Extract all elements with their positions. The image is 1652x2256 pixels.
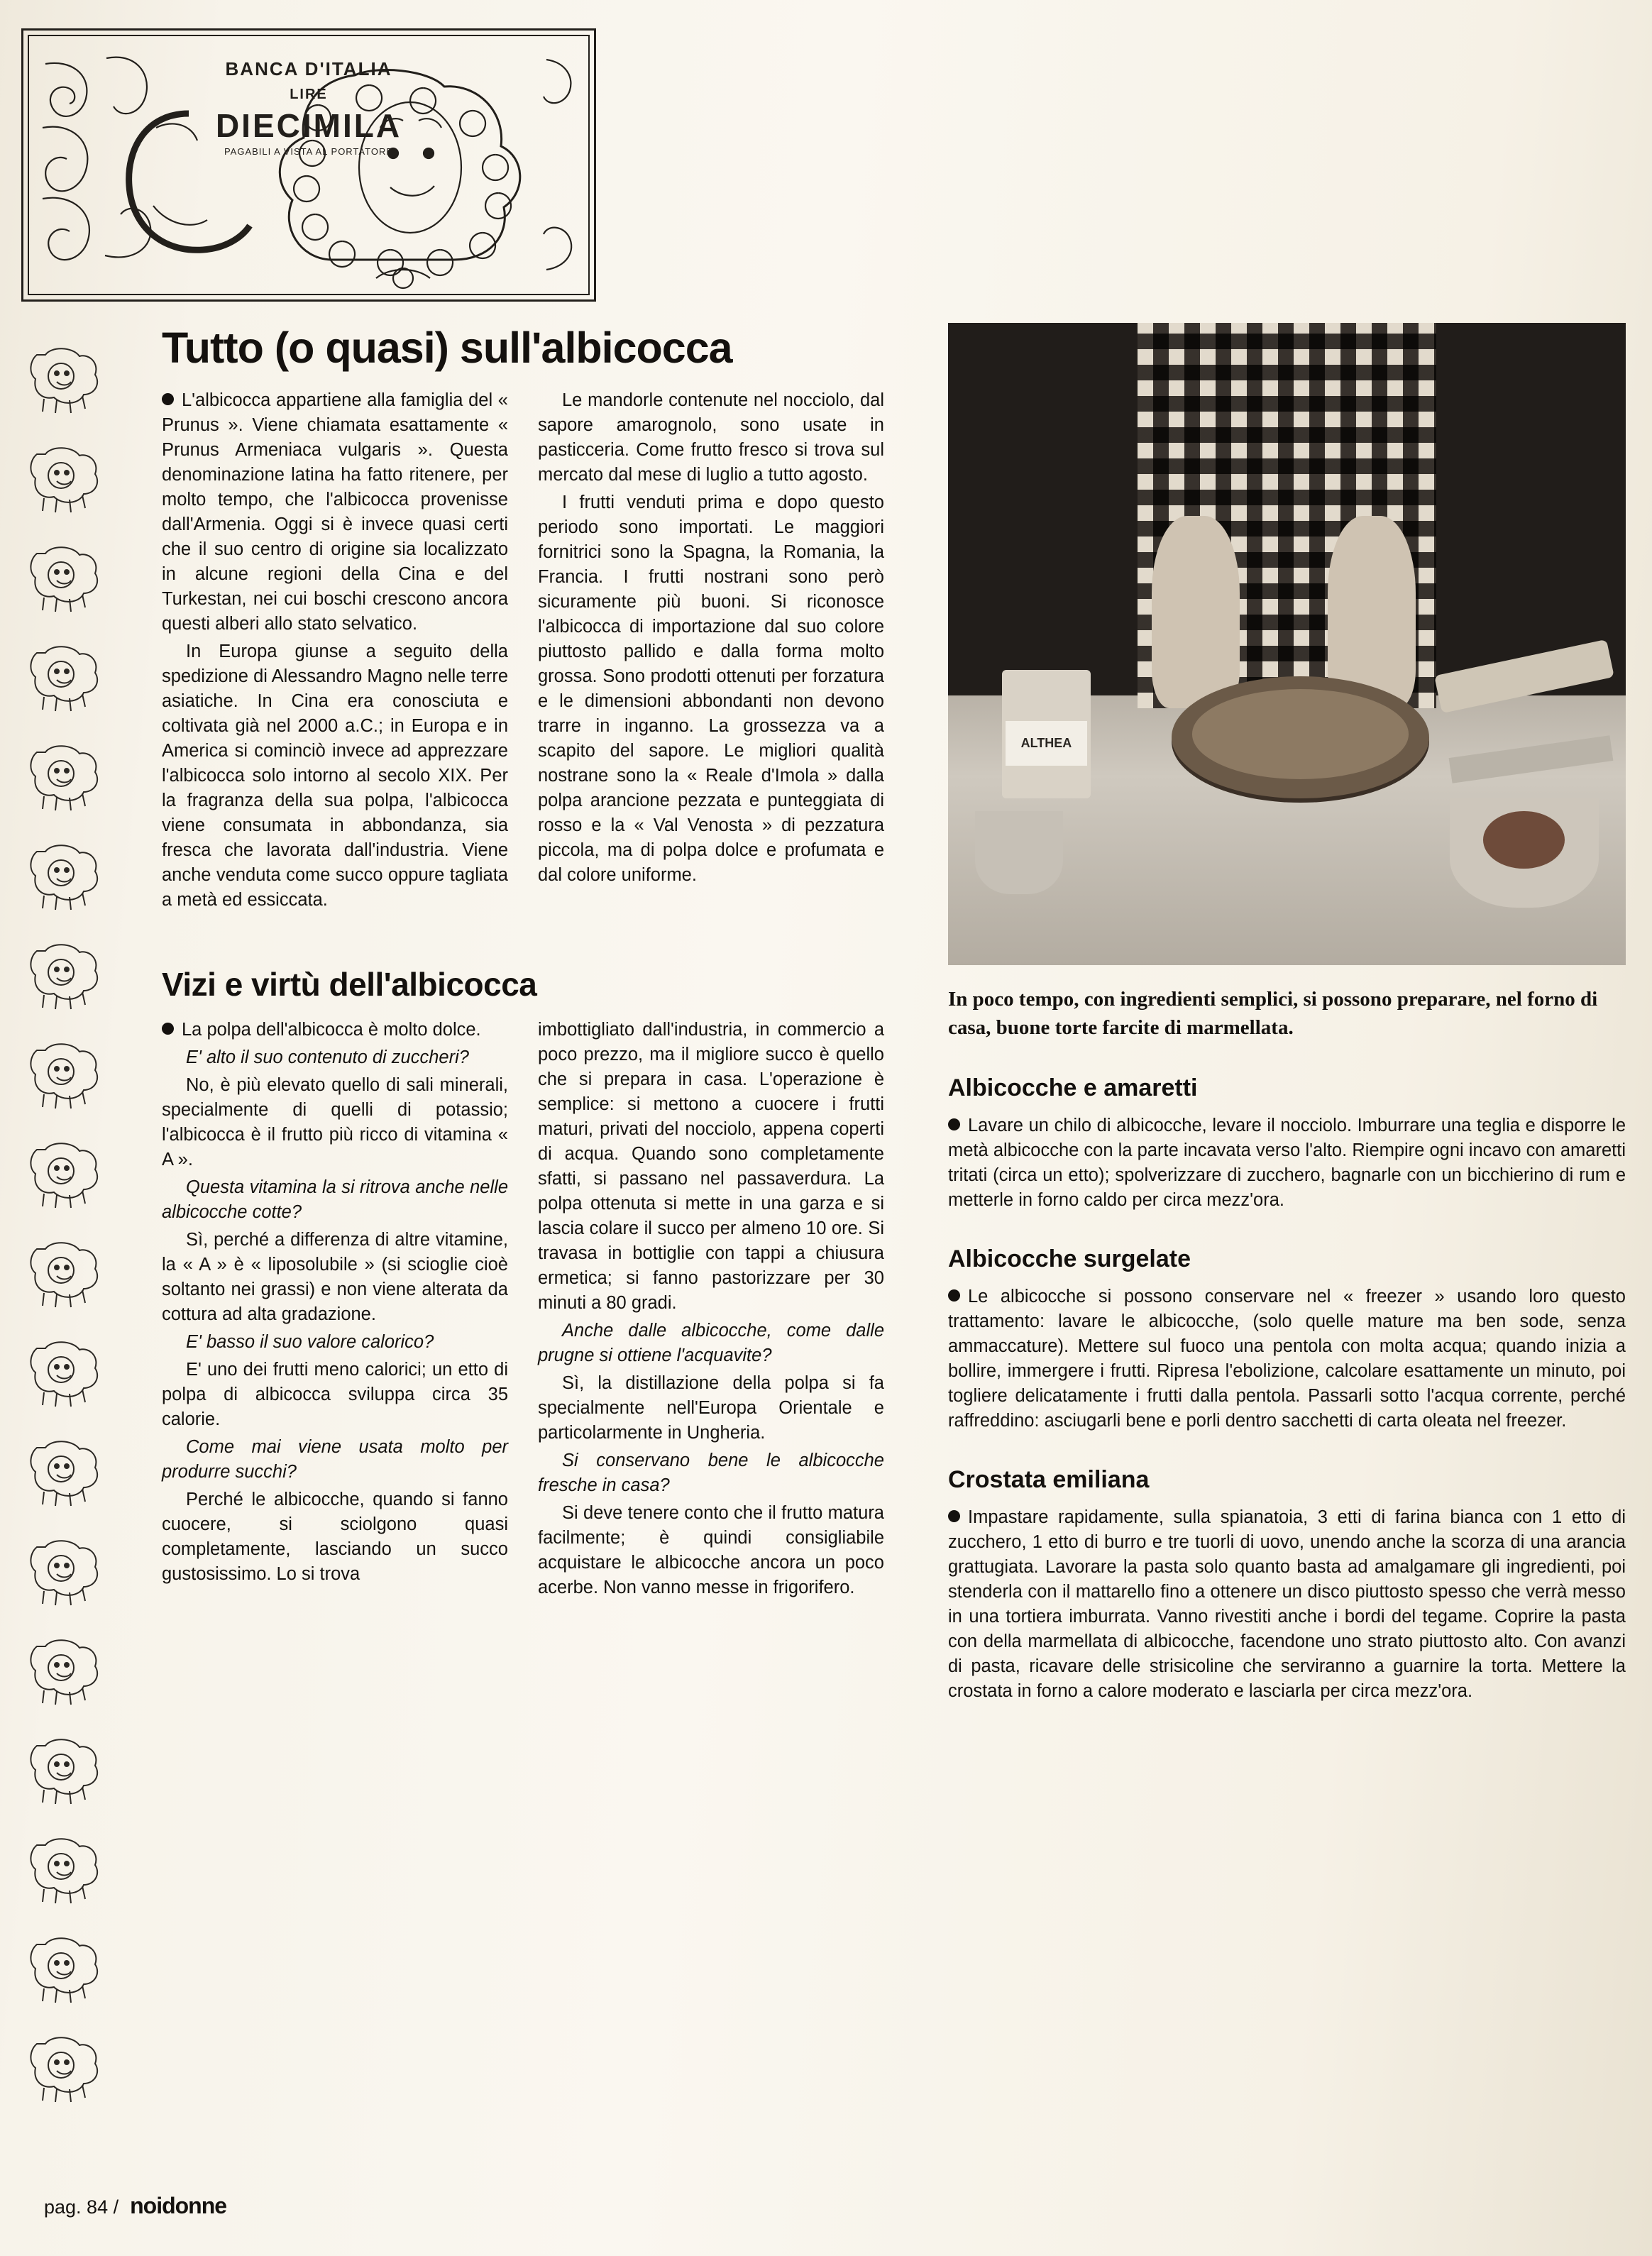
question-paragraph: E' basso il suo valore calorico? [186,1332,434,1352]
paragraph: E' uno dei frutti meno calorici; un etto di polpa di albicocca sviluppa circa 35 calorie. [162,1360,508,1429]
recipe-crostata-emiliana [948,1466,1626,1704]
photo-jam-jar-label [1006,721,1087,766]
paragraph: Si deve tenere conto che il frutto matura facilmente; è quindi consigliabile acquistare le albicocche ancora un poco acerbe. Non vanno messe in frigorifero. [538,1503,884,1597]
paragraph: Le mandorle contenute nel nocciolo, dal sapore amarognolo, sono usate in pasticceria. Come frutto fresco si trova sul mercato dal mese di luglio a tutto agosto. [538,390,884,485]
photo-bowl-fruit [1483,811,1565,869]
question-paragraph: Si conservano bene le albicocche fresche in casa? [538,1451,884,1495]
recipe-body [948,1284,1626,1434]
photo-caption: In poco tempo, con ingredienti semplici, si possono preparare, nel forno di casa, buone torte farcite di marmellata. [948,988,1598,1039]
photo-tart-filling [1192,689,1409,779]
bullet-icon [162,393,174,405]
left-decorative-sheep-strip [16,319,150,2136]
recipe-body [948,1113,1626,1213]
recipe-albicocche-e-amaretti [948,1074,1626,1213]
article-tutto-sull-albicocca [162,323,884,915]
magazine-logo: noidonne [130,2193,227,2218]
photo-left-hand [1152,516,1240,709]
question-paragraph: E' alto il suo contenuto di zuccheri? [186,1047,469,1067]
paragraph: Sì, la distillazione della polpa si fa specialmente nell'Europa Orientale e particolarmente in Ungheria. [538,1373,884,1443]
question-paragraph: Anche dalle albicocche, come dalle prugne si ottiene l'acquavite? [538,1321,884,1365]
banknote-legal-text: PAGABILI A VISTA AL PORTATORE [224,146,394,157]
question-paragraph: Come mai viene usata molto per produrre succhi? [162,1437,508,1482]
article2-title: Vizi e virtù dell'albicocca [162,966,537,1003]
paragraph: Sì, perché a differenza di altre vitamine, la « A » è « liposolubile » (si scioglie cioè soltanto nei grassi) e non viene alterata da cottura ad alta gradazione. [162,1230,508,1324]
paragraph: I frutti venduti prima e dopo questo periodo sono importati. Le maggiori fornitrici sono la Spagna, la Romania, la Francia. I frutti nostrani sono però sicuramente più buoni. Si riconosce l'albicocca di importazione dal suo colore piuttosto pallido e dalla forma molto grossa. Sono prodotti ottenuti per forzatura e le dimensioni abbondanti non devono trarre in inganno. La grossezza va a scapito del sapore. Le migliori qualità nostrane sono la « Reale d'Imola » dalla polpa arancione pezzata e punteggiata di rosso e la « Val Venosta » di pezzatura piccola, ma di polpa dolce e profumata e dal colore uniforme. [538,493,884,885]
banknote-denomination: DIECIMILA [215,107,402,144]
bullet-icon [948,1289,960,1302]
right-column [948,323,1626,1704]
article2-column-2 [538,1018,884,1603]
recipe-title: Albicocche e amaretti [948,1074,1198,1101]
question-paragraph: Questa vitamina la si ritrova anche nelle albicocche cotte? [162,1177,508,1222]
article1-title: Tutto (o quasi) sull'albicocca [162,324,732,372]
paragraph: No, è più elevato quello di sali minerali, specialmente di quelli di potassio; l'albicocca è il frutto più ricco di vitamina « A ». [162,1075,508,1170]
paragraph-text: La polpa dell'albicocca è molto dolce. [182,1020,481,1040]
recipe-text: Impastare rapidamente, sulla spianatoia, 3 etti di farina bianca con 1 etto di zucchero, 1 etto di burro e tre tuorli di uovo, unendo anche la scorza di una arancia grattugiata. Lavorare la pasta solo quanto basta ad amalgamare gli ingredienti, poi stenderla con il mattarello fino a ottenere un disco piuttosto spesso che verrà messo in una tortiera imburrata. Vanno rivestiti anche i bordi del tegame. Coprire la pasta con della marmellata di albicocche, facendone uno strato piuttosto alto. Con avanzi di pasta, ricavare delle strisicoline che serviranno a guarnire la torta. Mettere la crostata in forno a calore moderato e lasciarla per circa mezz'ora. [948,1507,1626,1701]
bullet-icon [948,1118,960,1130]
paragraph: Perché le albicocche, quando si fanno cuocere, si sciolgono quasi completamente, lasciando un succo gustosissimo. Lo si trova [162,1490,508,1584]
article1-column-2 [538,388,884,915]
recipe-text: Le albicocche si possono conservare nel « freezer » usando loro questo trattamento: lavare le albicocche, (solo quelle mature ma ben sode, senza ammaccature). Mettere sul fuoco una pentola con molta acqua; quando inizia a bollire, immergere i frutti. Ripresa l'ebolizione, calcolare esattamente un minuto, poi togliere delicatamente i frutti dalla pentola. Passarli sotto l'acqua corrente, perché raffreddino: asciugarli bene e porli dentro sacchetti di carta oleata nel freezer. [948,1287,1626,1431]
page-number: pag. 84 / [44,2196,119,2218]
article2-column-1 [162,1018,508,1603]
page-footer [44,2193,226,2219]
recipe-title: Crostata emiliana [948,1466,1150,1493]
article1-column-1 [162,388,508,915]
bullet-icon [948,1510,960,1522]
jar-brand-text: ALTHEA [1020,736,1072,751]
banknote-bank-name: BANCA D'ITALIA [225,58,392,79]
recipe-albicocche-surgelate [948,1245,1626,1434]
photo-baking-tart [948,323,1626,965]
paragraph [162,1018,508,1042]
recipe-body [948,1505,1626,1704]
bullet-icon [162,1023,174,1035]
recipe-title: Albicocche surgelate [948,1245,1191,1272]
photo-metal-cup [975,811,1063,895]
banknote-illustration [21,28,596,302]
paragraph-text: L'albicocca appartiene alla famiglia del « Prunus ». Viene chiamata esattamente « Prunus Armeniaca vulgaris ». Questa denominazione latina ha fatto ritenere, per molto tempo, che l'albicocca provenisse dall'Armenia. Oggi si è invece quasi certi che il suo centro di origine sia localizzato in alcune regioni della Cina e del Turkestan, nei cui boschi crescono ancora questi alberi allo stato selvatico. [162,390,508,634]
paragraph [162,388,508,637]
article-vizi-e-virtu [162,965,884,1603]
recipe-text: Lavare un chilo di albicocche, levare il nocciolo. Imburrare una teglia e disporre le metà albicocche con la parte incavata verso l'alto. Riempire ogni incavo con amaretti tritati (circa un etto); spolverizzare di zucchero, bagnarle con un bicchierino di rum e metterle in forno caldo per circa mezz'ora. [948,1116,1626,1210]
banknote-currency-label: LIRE [290,87,328,102]
paragraph: In Europa giunse a seguito della spedizione di Alessandro Magno nelle terre asiatiche. In Cina era conosciuta e coltivata già nel 2000 a.C.; in Europa e in America si cominciò invece ad apprezzare l'albicocca solo intorno al secolo XIX. Per la fragranza della sua polpa, l'albicocca viene consumata in abbondanza, sia fresca che lavorata dall'industria. Viene anche venduta come succo oppure tagliata a metà ed essiccata. [162,642,508,910]
paragraph: imbottigliato dall'industria, in commercio a poco prezzo, ma il migliore succo è quello che si prepara in casa. L'operazione è semplice: si mettono a cuocere i frutti maturi, privati del nocciolo, appena coperti di acqua. Quando sono completamente sfatti, si passano nel passaverdura. La polpa ottenuta si mette in una garza e si lascia colare il succo per almeno 10 ore. Si travasa in bottiglie con tappi a chiusura ermetica; si fanno pastorizzare per 30 minuti a 80 gradi. [538,1020,884,1313]
